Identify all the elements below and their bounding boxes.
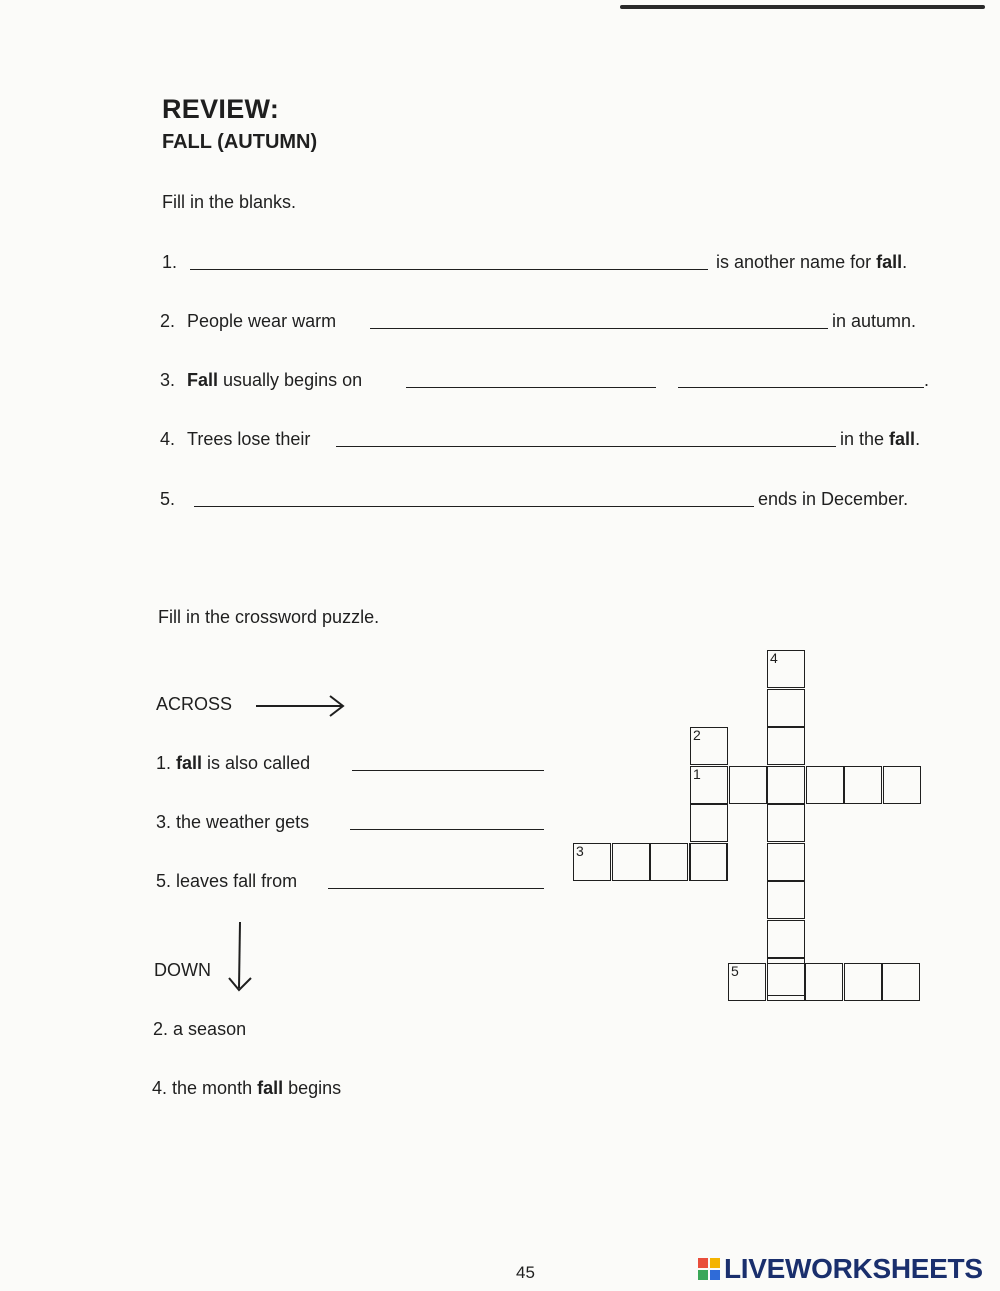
clue-number: 1. xyxy=(156,753,172,773)
down-arrow-icon xyxy=(226,922,254,994)
question-number: 5. xyxy=(160,489,176,509)
question-text-after: in autumn. xyxy=(832,311,917,331)
across-clue-5 xyxy=(156,871,297,892)
clue-text: the weather gets xyxy=(176,812,310,832)
question-text-after xyxy=(840,429,920,450)
page-number: 45 xyxy=(516,1263,535,1282)
question-number: 2. xyxy=(160,311,176,331)
crossword-cell[interactable] xyxy=(844,766,882,804)
down-label: DOWN xyxy=(154,960,211,980)
answer-blank-2[interactable] xyxy=(370,328,828,329)
clue-number: 5. xyxy=(156,871,172,891)
crossword-cell[interactable] xyxy=(689,843,727,881)
question-text-after: ends in December. xyxy=(758,489,909,509)
question-3 xyxy=(160,370,930,400)
cell-number: 4 xyxy=(770,650,778,666)
crossword-cell[interactable] xyxy=(883,766,921,804)
question-text xyxy=(716,252,907,273)
clue-number: 3. xyxy=(156,812,172,832)
brand-squares-icon xyxy=(698,1258,720,1280)
crossword-cell[interactable] xyxy=(650,843,688,881)
punctuation: . xyxy=(902,252,908,272)
cell-number: 5 xyxy=(731,963,739,979)
across-clue-3 xyxy=(156,812,309,833)
across-blank-1[interactable] xyxy=(352,770,544,771)
bold-word: Fall xyxy=(187,370,219,390)
punctuation: . xyxy=(915,429,921,449)
top-edge-line xyxy=(620,5,985,9)
crossword-cell[interactable] xyxy=(767,689,805,727)
bold-word: fall xyxy=(889,429,916,449)
question-text-part: usually begins on xyxy=(218,370,363,390)
across-label: ACROSS xyxy=(156,694,233,714)
crossword-cell[interactable] xyxy=(882,963,920,1001)
across-clue-1 xyxy=(156,753,310,774)
crossword-cell[interactable] xyxy=(573,843,611,881)
answer-blank-3a[interactable] xyxy=(406,387,656,388)
clue-text: the month xyxy=(172,1078,258,1098)
crossword-cell[interactable] xyxy=(767,727,805,765)
crossword-cell[interactable] xyxy=(806,766,844,804)
crossword-cell[interactable] xyxy=(767,766,805,804)
answer-blank-1[interactable] xyxy=(190,269,708,270)
brand-logo xyxy=(698,1253,983,1285)
question-text-part: in the xyxy=(840,429,890,449)
crossword-instruction: Fill in the crossword puzzle. xyxy=(158,607,380,627)
right-arrow-icon xyxy=(256,695,348,719)
crossword-cell[interactable] xyxy=(690,727,728,765)
question-4 xyxy=(160,429,930,459)
crossword-cell[interactable] xyxy=(690,766,728,804)
crossword-cell[interactable] xyxy=(729,766,767,804)
question-text xyxy=(187,370,362,391)
question-number: 1. xyxy=(162,252,178,272)
crossword-cell[interactable] xyxy=(844,963,882,1001)
down-clue-4 xyxy=(152,1078,341,1099)
page-subtitle: FALL (AUTUMN) xyxy=(162,131,318,153)
cell-number: 2 xyxy=(693,727,701,743)
question-number: 3. xyxy=(160,370,176,390)
crossword-cell[interactable] xyxy=(690,804,728,842)
page-title: REVIEW: xyxy=(162,94,280,124)
across-blank-5[interactable] xyxy=(328,888,544,889)
answer-blank-4[interactable] xyxy=(336,446,836,447)
bold-word: fall xyxy=(257,1078,284,1098)
crossword-cell[interactable] xyxy=(805,963,843,1001)
clue-text: a season xyxy=(173,1019,247,1039)
answer-blank-5[interactable] xyxy=(194,506,754,507)
crossword-cell[interactable] xyxy=(767,843,805,881)
fill-blanks-instruction: Fill in the blanks. xyxy=(162,192,297,212)
question-text: People wear warm xyxy=(187,311,337,331)
crossword-cell[interactable] xyxy=(767,650,805,688)
crossword-cell[interactable] xyxy=(767,804,805,842)
question-text-part: is another name for xyxy=(716,252,877,272)
cell-number: 1 xyxy=(693,765,701,782)
crossword-cell[interactable] xyxy=(767,881,805,919)
clue-text: leaves fall from xyxy=(176,871,298,891)
crossword-cell[interactable] xyxy=(767,963,805,1001)
question-5 xyxy=(160,489,930,519)
crossword-cell[interactable] xyxy=(767,920,805,958)
brand-text: LIVEWORKSHEETS xyxy=(724,1253,983,1284)
bold-word: fall xyxy=(876,252,903,272)
clue-text: is also called xyxy=(202,753,311,773)
question-1 xyxy=(160,252,930,282)
crossword-cell[interactable] xyxy=(612,843,650,881)
question-text: Trees lose their xyxy=(187,429,311,449)
question-number: 4. xyxy=(160,429,176,449)
answer-blank-3b[interactable] xyxy=(678,387,924,388)
down-clue-2 xyxy=(153,1019,246,1040)
crossword-cell[interactable] xyxy=(728,963,766,1001)
clue-number: 4. xyxy=(152,1078,168,1098)
clue-number: 2. xyxy=(153,1019,169,1039)
bold-word: fall xyxy=(176,753,203,773)
question-2 xyxy=(160,311,930,341)
cell-number: 3 xyxy=(576,843,584,859)
clue-text-after: begins xyxy=(283,1078,342,1098)
across-blank-3[interactable] xyxy=(350,829,544,830)
punctuation: . xyxy=(924,370,930,390)
